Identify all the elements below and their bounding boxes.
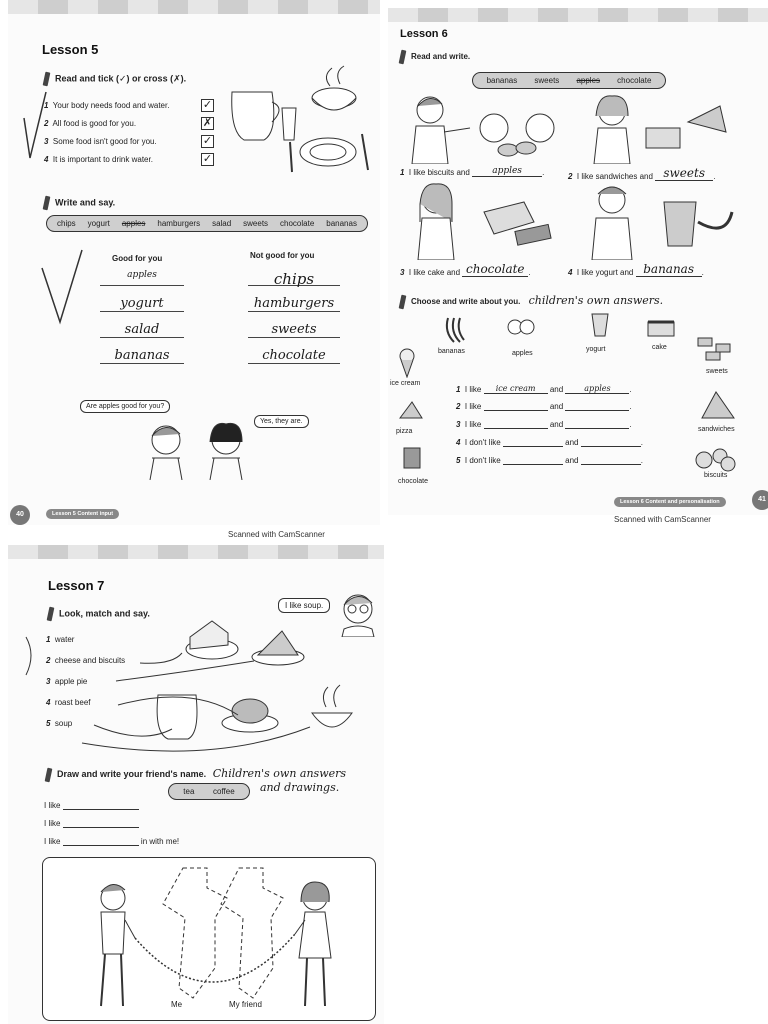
tick-box[interactable]: ✗	[202, 116, 213, 129]
word-chip: bananas	[326, 219, 357, 228]
match-item[interactable]: 5 soup	[46, 719, 73, 728]
match-item[interactable]: 2 cheese and biscuits	[46, 656, 126, 665]
word-chip: apples	[576, 76, 601, 85]
food-label: yogurt	[586, 346, 606, 353]
answer-blank[interactable]	[581, 438, 641, 447]
skipping-rope-illustration	[43, 858, 377, 1022]
statement-row: 1 Your body needs food and water. ✓	[44, 98, 213, 111]
lesson7-task1-instruction: Look, match and say.	[48, 607, 150, 621]
boy-biscuits-apples-illustration	[408, 92, 558, 164]
food-label: ice cream	[390, 380, 421, 387]
answer-line[interactable]: chips	[248, 270, 340, 286]
answer-blank[interactable]	[581, 456, 641, 465]
pencil-icon	[45, 767, 53, 782]
sandwiches-icon	[700, 390, 736, 420]
lesson7-title: Lesson 7	[48, 578, 105, 593]
answer-blank[interactable]: chocolate	[462, 262, 528, 277]
sentence-row: 3 I like cake and chocolate .	[400, 262, 531, 277]
choose-row: 1 I like ice cream and apples .	[456, 384, 632, 394]
answer-blank[interactable]	[503, 438, 563, 447]
chocolate-icon	[402, 446, 422, 470]
word-chip: salad	[212, 219, 232, 228]
answer-line[interactable]: hamburgers	[248, 296, 340, 312]
statement-list	[44, 96, 214, 168]
scan-note: Scanned with CamScanner	[228, 530, 325, 539]
word-chip: sweets	[534, 76, 560, 85]
answer-blank[interactable]	[503, 456, 563, 465]
match-item[interactable]: 1 water	[46, 635, 75, 644]
word-chip: hamburgers	[157, 219, 201, 228]
matching-illustration	[22, 615, 362, 755]
good-column	[100, 270, 184, 364]
food-label: sandwiches	[698, 426, 735, 433]
food-label: sweets	[706, 368, 728, 375]
word-chip: chocolate	[617, 76, 652, 85]
footer-label: Lesson 5 Content input	[46, 509, 119, 519]
statement-row: 3 Some food isn't good for you. ✓	[44, 134, 213, 147]
label-my-friend: My friend	[229, 1000, 262, 1009]
boy-yogurt-bananas-illustration	[586, 182, 736, 260]
drawing-frame[interactable]	[42, 857, 376, 1021]
sentence-row: 2 I like sandwiches and sweets .	[568, 166, 716, 181]
lesson6-task1-instruction: Read and write.	[400, 50, 470, 64]
pencil-icon	[43, 72, 51, 87]
lesson7-page	[8, 545, 384, 1024]
answer-blank[interactable]	[63, 837, 139, 846]
pencil-icon	[399, 295, 407, 310]
answer-line[interactable]: bananas	[100, 348, 184, 364]
handwritten-note: children's own answers.	[528, 294, 664, 307]
answer-blank[interactable]	[63, 819, 139, 828]
girl-cake-chocolate-illustration	[412, 182, 562, 260]
answer-blank[interactable]	[565, 420, 629, 429]
footer-label: Lesson 6 Content and personalisation	[614, 497, 726, 507]
choose-row: 3 I like and .	[456, 420, 632, 429]
speech-bubble-answer: Yes, they are.	[254, 415, 309, 428]
food-label: chocolate	[398, 478, 428, 485]
girl-sandwiches-sweets-illustration	[584, 92, 734, 164]
food-label: bananas	[438, 348, 465, 355]
top-decoration	[8, 545, 384, 559]
food-label: biscuits	[704, 472, 728, 479]
pencil-icon	[399, 50, 407, 65]
speech-bubble: I like soup.	[278, 598, 330, 613]
apples-icon	[506, 314, 536, 340]
word-chip: coffee	[213, 787, 235, 796]
word-chip: apples	[121, 219, 146, 228]
word-chip: chips	[57, 219, 76, 228]
lesson6-title: Lesson 6	[400, 28, 448, 40]
word-chip: bananas	[486, 76, 518, 85]
word-chip: sweets	[243, 219, 269, 228]
lesson5-task1-instruction: Read and tick (✓) or cross (✗).	[44, 72, 186, 86]
answer-blank[interactable]	[484, 420, 548, 429]
answer-line[interactable]: yogurt	[100, 296, 184, 312]
lesson6-page	[388, 8, 768, 515]
sweets-icon	[696, 334, 740, 364]
write-line: I like	[44, 801, 179, 819]
answer-blank[interactable]: sweets	[655, 166, 713, 181]
sentence-row: 4 I like yogurt and bananas .	[568, 262, 704, 277]
answer-blank[interactable]	[484, 402, 548, 411]
good-header: Good for you	[112, 254, 163, 263]
word-bank	[168, 783, 250, 800]
biscuits-icon	[694, 448, 738, 472]
choose-row: 4 I don't like and .	[456, 438, 643, 447]
page-number: 41	[752, 490, 768, 510]
cake-icon	[646, 316, 676, 338]
handwritten-note: Children's own answers	[212, 767, 347, 780]
write-line: I like in with me!	[44, 837, 180, 846]
food-water-illustration	[222, 62, 372, 182]
lesson6-task2-instruction: Choose and write about you. children's own answers.	[400, 294, 663, 309]
handwritten-check-mark	[36, 248, 86, 328]
choose-rows	[456, 384, 686, 474]
answer-line[interactable]: salad	[100, 322, 184, 338]
food-label: apples	[512, 350, 533, 357]
lesson7-task2-instruction: Draw and write your friend's name. Children's own answers	[46, 767, 346, 782]
not-good-column	[248, 270, 340, 364]
answer-blank[interactable]: bananas	[636, 262, 702, 277]
statement-row: 2 All food is good for you. ✗	[44, 116, 213, 129]
food-label: pizza	[396, 428, 413, 435]
page-number: 40	[10, 505, 30, 525]
lesson5-title: Lesson 5	[42, 42, 99, 57]
answer-blank[interactable]	[63, 801, 139, 810]
word-bank	[472, 72, 666, 89]
tick-box[interactable]: ✓	[202, 152, 213, 165]
tick-box[interactable]: ✓	[202, 98, 213, 111]
choose-row: 5 I don't like and .	[456, 456, 643, 465]
write-lines	[44, 801, 179, 855]
not-good-header: Not good for you	[250, 251, 315, 260]
lesson5-page	[8, 0, 380, 525]
children-illustration	[142, 418, 262, 480]
bananas-icon	[442, 314, 466, 344]
speech-bubble-question: Are apples good for you?	[80, 400, 170, 413]
answer-blank[interactable]: apples	[472, 166, 542, 177]
choose-row: 2 I like and .	[456, 402, 632, 411]
pencil-icon	[43, 196, 51, 211]
answer-blank[interactable]: apples	[565, 384, 629, 394]
word-chip: yogurt	[87, 219, 110, 228]
word-chip: chocolate	[280, 219, 315, 228]
label-me: Me	[171, 1000, 183, 1009]
ice-cream-icon	[398, 348, 416, 378]
food-label: cake	[652, 344, 667, 351]
word-bank	[46, 215, 368, 232]
word-chip: tea	[183, 787, 195, 796]
lesson5-task2-instruction: Write and say.	[44, 196, 115, 210]
answer-line[interactable]: chocolate	[248, 348, 340, 364]
sentence-row: 1 I like biscuits and apples .	[400, 166, 545, 177]
answer-blank[interactable]: ice cream	[484, 384, 548, 394]
yogurt-icon	[590, 310, 610, 338]
top-decoration	[8, 0, 380, 14]
match-item[interactable]: 3 apple pie	[46, 677, 88, 686]
statement-row: 4 It is important to drink water. ✓	[44, 152, 213, 165]
write-line: I like	[44, 819, 179, 837]
answer-line[interactable]: sweets	[248, 322, 340, 338]
pizza-icon	[398, 400, 424, 420]
handwritten-check-mark	[20, 88, 50, 168]
top-decoration	[388, 8, 768, 22]
tick-box[interactable]: ✓	[202, 134, 213, 147]
scan-note: Scanned with CamScanner	[614, 515, 711, 524]
match-item[interactable]: 4 roast beef	[46, 698, 91, 707]
answer-line[interactable]: apples	[100, 270, 184, 286]
answer-blank[interactable]	[565, 402, 629, 411]
handwritten-note: and drawings.	[260, 781, 340, 794]
